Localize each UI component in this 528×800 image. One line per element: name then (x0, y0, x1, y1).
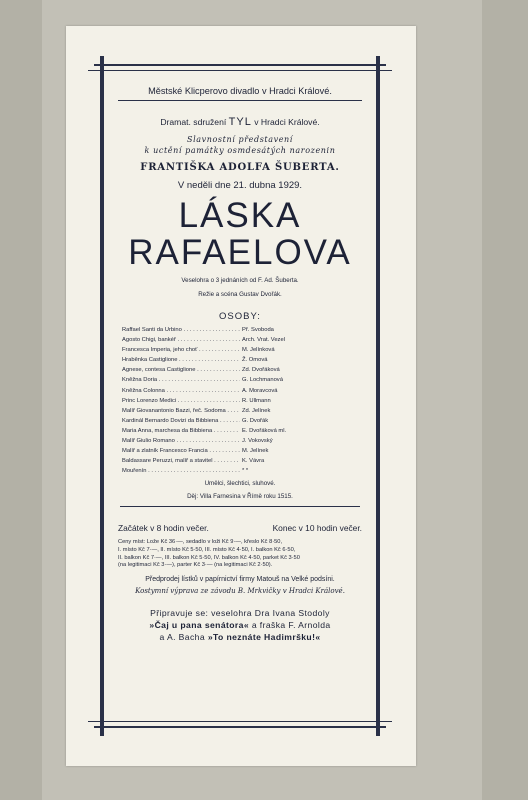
cast-actor: Ž. Omová (242, 357, 268, 364)
association-suffix: v Hradci Králové. (254, 117, 320, 127)
cast-actor: A. Moravcová (242, 387, 278, 394)
price-line: II. balkon Kč 7·—, III. balkon Kč 5·50, IV. balkon Kč 4·50, parket Kč 3·50 (118, 554, 300, 561)
cast-role: Kněžna Colonna . . . (122, 386, 240, 396)
playbill-content (112, 80, 368, 716)
cast-role: Maria Anna, marchesa da Bibbiena . . . (122, 426, 240, 436)
association-name: TYL (228, 116, 252, 128)
cast-role: Kardinál Bernardo Dovizi da Bibbiena . . . (122, 416, 240, 426)
cast-row (122, 386, 368, 396)
start-time: Začátek v 8 hodin večer. (118, 523, 209, 534)
cast-actor: K. Vávra (242, 458, 265, 465)
upcoming-connector: a fraška F. Arnolda (251, 619, 331, 630)
theatre-name: Městské Klicperovo divadlo v Hradci Králové. (118, 86, 362, 101)
cast-row (122, 355, 368, 365)
cast-actor: G. Dvořák (242, 417, 269, 424)
performance-date: V neděli dne 21. dubna 1929. (177, 180, 303, 191)
upcoming-line-1: Připravuje se: veselohra Dra Ivana Stodoly (150, 607, 330, 618)
cast-actor: * * (242, 468, 249, 475)
association-line (112, 116, 368, 128)
cast-actor: Zd. Dvořáková (242, 367, 280, 374)
cast-role: Agnese, contesa Castiglione . . . (122, 365, 240, 375)
cast-row (122, 325, 368, 335)
price-line: (na legitimaci Kč 3·—), parter Kč 3·— (na legitimaci Kč 2·50). (118, 562, 273, 569)
cast-heading: OSOBY: (219, 311, 261, 322)
cast-role: Baldassare Peruzzi, malíř a stavitel . . . (122, 456, 240, 466)
cast-actor: Zd. Jelínek (242, 407, 271, 414)
upcoming-play-2: »To neznáte Hadimršku!« (207, 631, 321, 642)
cast-row (122, 406, 368, 416)
cast-role: Agosto Chigi, bankéř . . . (122, 335, 240, 345)
cast-role: Raffael Santi da Urbino . . . (122, 325, 240, 335)
upcoming-line-3 (112, 631, 368, 643)
cast-actor: Arch. Vrat. Vezel (242, 337, 285, 344)
end-time: Konec v 10 hodin večer. (272, 523, 362, 534)
costume-credit: Kostymní výprava ze závodu B. Mrkvičky v Hradci Králové. (135, 586, 345, 595)
setting-line: Děj: Villa Farnesina v Římě roku 1515. (120, 493, 360, 507)
play-subtitle: Veselohra o 3 jednáních od F. Ad. Šuberta. (181, 277, 299, 284)
cast-row (122, 345, 368, 355)
cast-actor: R. Ullmann (242, 397, 271, 404)
cast-row (122, 446, 368, 456)
cast-row (122, 365, 368, 375)
cast-role: Mouřenín . . . (122, 466, 240, 476)
upcoming-line-2 (112, 619, 368, 631)
presale-info: Předprodej lístků v papírnictví firmy Matouš na Velké podsíni. (145, 575, 335, 583)
cast-row (122, 426, 368, 436)
occasion-line-1: Slavnostní představení (187, 135, 293, 144)
cast-role: Malíř a zlatník Francesco Francia . . . (122, 446, 240, 456)
cast-role: Malíř Giovanantonio Bazzi, řeč. Sodoma . . . (122, 406, 240, 416)
cast-actor: M. Jelínková (242, 347, 275, 354)
frame-rule-top (88, 70, 392, 71)
cast-actor: M. Jelínek (242, 448, 269, 455)
cast-role: Kněžna Doria . . . (122, 375, 240, 385)
upcoming-author: a A. Bacha (159, 631, 206, 642)
price-line: I. místo Kč 7·—, II. místo Kč 5·50, III. místo Kč 4·50, I. balkon Kč 6·50, (118, 547, 296, 553)
cast-role: Francesca Imperia, jeho choť . . . (122, 345, 240, 355)
price-line: Ceny míst: Lože Kč 36·—, sedadlo v loži Kč 9·—, křeslo Kč 8·50, (118, 539, 283, 546)
cast-row (122, 335, 368, 345)
upcoming-play-1: »Čaj u pana senátora« (149, 619, 250, 630)
ornamental-frame (94, 64, 386, 728)
cast-role: Malíř Giulio Romano . . . (122, 436, 240, 446)
upcoming-announcement (112, 607, 368, 643)
extras-line: Umělci, šlechtici, sluhové. (204, 480, 276, 488)
cast-row (122, 436, 368, 446)
cast-row (122, 396, 368, 406)
cast-row (122, 466, 368, 476)
occasion-line-2: k uctění památky osmdesátých narozenin (144, 146, 336, 155)
play-title-line-2: RAFAELOVA (128, 233, 352, 272)
cast-actor: G. Lochmanová (242, 377, 283, 384)
play-title-line-1: LÁSKA (178, 196, 302, 235)
frame-rule-bottom (88, 721, 392, 722)
cast-actor: J. Vokovský (242, 438, 273, 445)
cast-role: Princ Lorenzo Medici . . . (122, 396, 240, 406)
association-prefix: Dramat. sdružení (160, 117, 227, 127)
cast-role: Hraběnka Castiglione . . . (122, 355, 240, 365)
cast-actor: E. Dvořáková ml. (242, 427, 287, 434)
performance-times (112, 523, 368, 533)
cast-row (122, 456, 368, 466)
ticket-prices (118, 539, 364, 569)
cast-row (122, 416, 368, 426)
play-direction: Režie a scéna Gustav Dvořák. (198, 291, 282, 298)
playbill-sheet (66, 26, 416, 766)
cast-actor: Př. Svoboda (242, 327, 274, 333)
cast-list (112, 325, 368, 476)
cast-row (122, 375, 368, 385)
honoree-name: FRANTIŠKA ADOLFA ŠUBERTA. (140, 162, 340, 173)
